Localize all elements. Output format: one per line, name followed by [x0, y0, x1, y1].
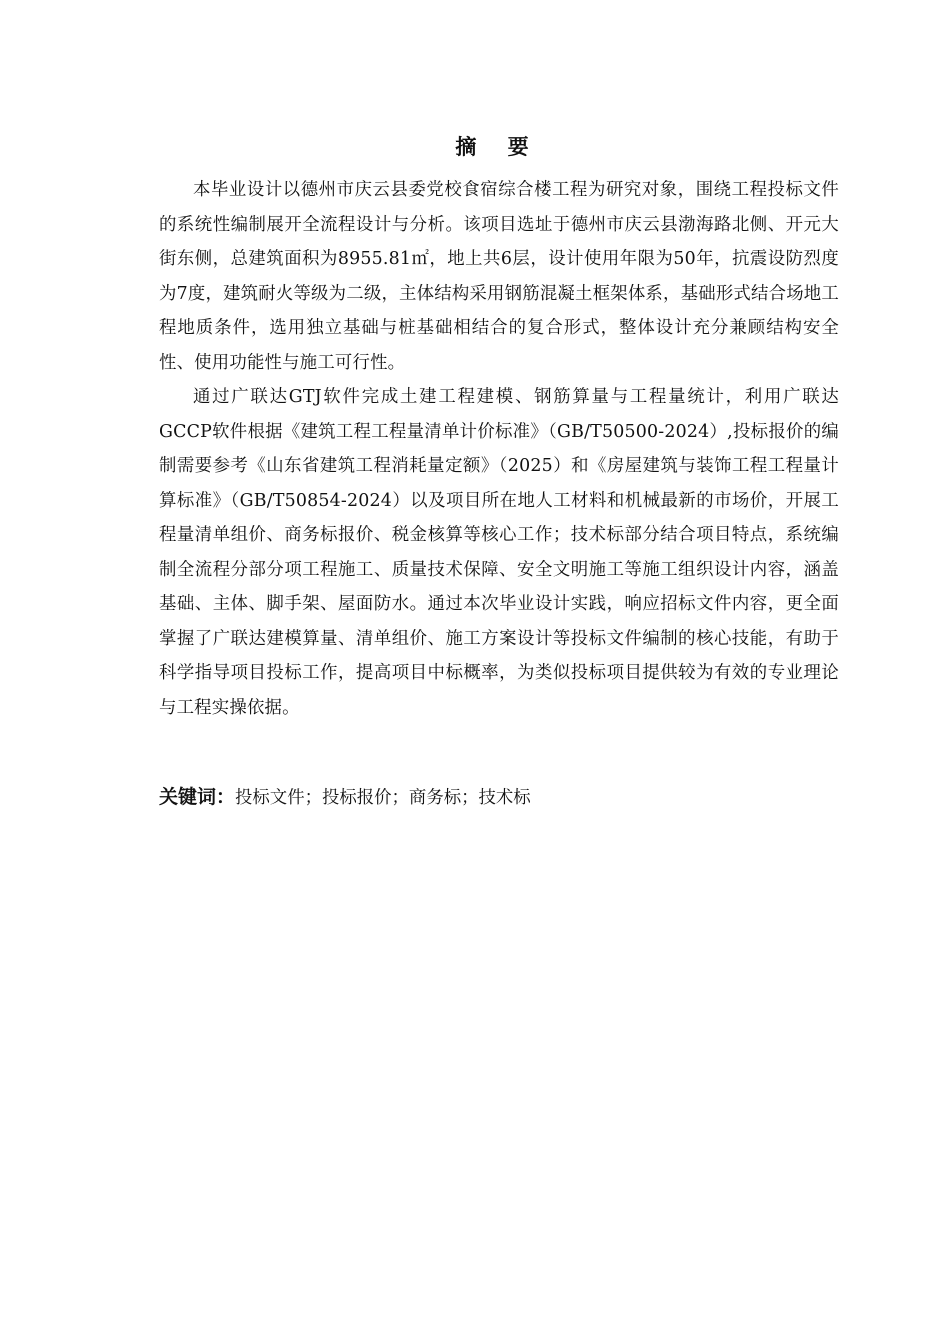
abstract-body	[159, 173, 839, 725]
abstract-paragraph-2: 通过广联达GTJ软件完成土建工程建模、钢筋算量与工程量统计，利用广联达GCCP软件根据《建筑工程工程量清单计价标准》（GB/T50500-2024）,投标报价的编制需要参考《山东省建筑工程消耗量定额》（2025）和《房屋建筑与装饰工程工程量计算标准》（GB/T50854-2024）以及项目所在地人工材料和机械最新的市场价，开展工程量清单组价、商务标报价、税金核算等核心工作；技术标部分结合项目特点，系统编制全流程分部分项工程施工、质量技术保障、安全文明施工等施工组织设计内容，涵盖基础、主体、脚手架、屋面防水。通过本次毕业设计实践，响应招标文件内容，更全面掌握了广联达建模算量、清单组价、施工方案设计等投标文件编制的核心技能，有助于科学指导项目投标工作，提高项目中标概率，为类似投标项目提供较为有效的专业理论与工程实操依据。	[159, 387, 839, 718]
keywords-line	[159, 780, 839, 815]
abstract-paragraph-1: 本毕业设计以德州市庆云县委党校食宿综合楼工程为研究对象，围绕工程投标文件的系统性编制展开全流程设计与分析。该项目选址于德州市庆云县渤海路北侧、开元大街东侧，总建筑面积为8955.81㎡，地上共6层，设计使用年限为50年，抗震设防烈度为7度，建筑耐火等级为二级，主体结构采用钢筋混凝土框架体系，基础形式结合场地工程地质条件，选用独立基础与桩基础相结合的复合形式，整体设计充分兼顾结构安全性、使用功能性与施工可行性。	[159, 180, 839, 373]
keywords-value: 投标文件；投标报价；商务标；技术标	[235, 788, 531, 808]
abstract-title: 摘 要	[455, 135, 541, 159]
keywords-label: 关键词：	[159, 786, 236, 808]
